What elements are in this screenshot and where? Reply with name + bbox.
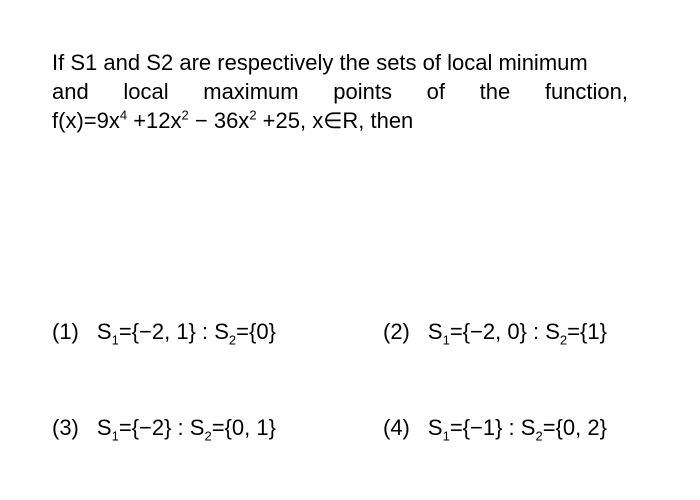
- word: maximum: [203, 79, 299, 104]
- option-number: (1): [52, 319, 79, 344]
- set-text: ={−2, 1} : S: [118, 319, 229, 344]
- set-symbol: S: [96, 415, 112, 440]
- expr-part: +25, x∈R, then: [256, 108, 414, 133]
- set-text: ={0, 2}: [542, 415, 607, 440]
- exponent: 4: [119, 107, 128, 123]
- set-text: ={0, 1}: [211, 415, 276, 440]
- question-text: [52, 48, 628, 135]
- symbol-s: S: [146, 50, 161, 75]
- function-expression: [52, 106, 628, 135]
- question-line-1: [52, 48, 628, 77]
- option-number: (2): [383, 319, 410, 344]
- set-symbol: S: [427, 415, 443, 440]
- expr-part: − 36x: [188, 108, 250, 133]
- set-symbol: S: [96, 319, 112, 344]
- expr-part: +12x: [127, 108, 182, 133]
- word: are respectively the sets of local minimum: [179, 50, 588, 75]
- set-text: ={−2} : S: [118, 415, 205, 440]
- subscript: 2: [559, 332, 568, 348]
- option-number: (3): [52, 415, 79, 440]
- set-text: ={1}: [567, 319, 607, 344]
- symbol-s: S: [70, 50, 86, 75]
- exponent: 2: [181, 107, 189, 123]
- option-2[interactable]: [383, 318, 607, 346]
- set-text: ={−1} : S: [449, 415, 536, 440]
- word: local: [123, 79, 169, 104]
- word: and: [103, 50, 141, 75]
- word: the: [479, 79, 511, 104]
- word: points: [333, 79, 392, 104]
- word: of: [426, 79, 445, 104]
- expr-part: f(x)=9x: [52, 108, 120, 133]
- subscript: 2: [204, 428, 212, 444]
- subscript: 1: [111, 332, 119, 348]
- option-4[interactable]: [383, 414, 607, 442]
- word: and: [52, 79, 89, 104]
- question-line-2: [52, 77, 628, 106]
- subscript: 2: [535, 428, 543, 444]
- subscript: 1: [442, 332, 450, 348]
- subscript: 1: [442, 428, 450, 444]
- option-3[interactable]: [52, 414, 276, 442]
- exponent: 2: [249, 107, 257, 123]
- subscript: 1: [111, 428, 119, 444]
- subscript: 1: [85, 50, 98, 75]
- option-number: (4): [383, 415, 410, 440]
- subscript: 2: [228, 332, 237, 348]
- word: If: [52, 50, 65, 75]
- subscript: 2: [160, 50, 174, 75]
- set-text: ={0}: [236, 319, 276, 344]
- set-text: ={−2, 0} : S: [449, 319, 560, 344]
- word: function,: [544, 79, 628, 104]
- set-symbol: S: [427, 319, 443, 344]
- option-1[interactable]: [52, 318, 276, 346]
